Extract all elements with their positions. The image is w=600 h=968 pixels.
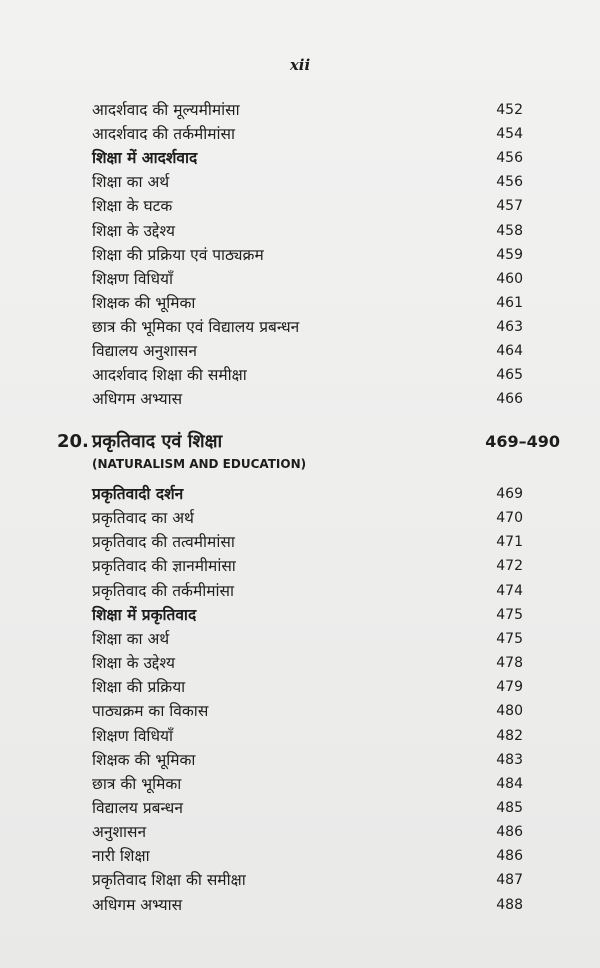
toc-entry-title: अधिगम अभ्यास (92, 390, 183, 409)
toc-entry-page: 487 (496, 872, 523, 889)
toc-entry-page: 465 (496, 367, 523, 384)
toc-entry-title: शिक्षा के उद्देश्य (92, 654, 176, 673)
toc-entry-title: विद्यालय अनुशासन (92, 342, 197, 360)
toc-entry-title: शिक्षा की प्रक्रिया एवं पाठ्यक्रम (92, 245, 264, 264)
toc-entry-title: पाठ्यक्रम का विकास (92, 702, 209, 721)
toc-entry-page: 470 (496, 510, 523, 527)
toc-entry-title: छात्र की भूमिका एवं विद्यालय प्रबन्धन (92, 317, 300, 336)
toc-entry-title: प्रकृतिवादी दर्शन (92, 484, 184, 503)
toc-entry (0, 122, 600, 146)
toc-entry-page: 458 (496, 222, 523, 239)
toc-entry-title: शिक्षण विधियाँ (92, 269, 173, 288)
toc-entry-page: 479 (496, 679, 523, 696)
toc-entry-page: 452 (496, 102, 523, 118)
toc-entry-page: 486 (496, 824, 523, 841)
toc-entry-title: शिक्षक की भूमिका (92, 750, 196, 769)
toc-entry-title: शिक्षण विधियाँ (92, 726, 173, 745)
toc-entry (0, 387, 600, 411)
chapter-subtitle: (NATURALISM AND EDUCATION) (92, 457, 307, 471)
toc-entry (0, 170, 600, 194)
toc-entry-page: 484 (496, 775, 523, 792)
toc-entry (0, 893, 600, 917)
toc-entry-title: आदर्शवाद की तर्कमीमांसा (92, 125, 236, 144)
toc-entry (0, 98, 600, 122)
toc-entry-page: 464 (496, 343, 523, 359)
toc-entry (0, 315, 600, 339)
toc-entry (0, 868, 600, 892)
toc-entry (0, 651, 600, 675)
toc-entry (0, 699, 600, 723)
toc-entry-page: 469 (496, 486, 523, 502)
toc-entry-page: 483 (496, 751, 523, 768)
toc-entry (0, 844, 600, 868)
toc-entry-title: प्रकृतिवाद की ज्ञानमीमांसा (92, 557, 236, 576)
toc-entry-title: शिक्षा में आदर्शवाद (92, 148, 198, 168)
toc-entry-page: 461 (496, 294, 523, 311)
chapter-number: 20. (57, 431, 89, 452)
toc-entry (0, 291, 600, 315)
toc-entry (0, 243, 600, 267)
toc-entry (0, 579, 600, 603)
chapter-page-range: 469–490 (485, 432, 560, 451)
toc-entry-title: आदर्शवाद की मूल्यमीमांसा (92, 101, 240, 119)
toc-entry (0, 267, 600, 291)
toc-entry-title: प्रकृतिवाद की तत्वमीमांसा (92, 533, 235, 552)
toc-entry (0, 146, 600, 170)
toc-entry-page: 475 (496, 630, 523, 647)
toc-entry-page: 475 (496, 606, 523, 623)
toc-entry-page: 488 (496, 896, 523, 913)
toc-entry-title: अनुशासन (92, 823, 147, 842)
toc-entry (0, 627, 600, 651)
toc-entry-title: शिक्षा की प्रक्रिया (92, 678, 186, 697)
toc-entry-title: शिक्षा का अर्थ (92, 629, 170, 648)
toc-entry-title: शिक्षा के उद्देश्य (92, 221, 176, 240)
toc-entry-title: विद्यालय प्रबन्धन (92, 798, 183, 817)
toc-entry-page: 460 (496, 270, 523, 287)
toc-entry-title: शिक्षक की भूमिका (92, 293, 196, 312)
toc-entry (0, 219, 600, 243)
toc-entry-page: 454 (496, 126, 523, 143)
toc-entry-page: 456 (496, 174, 523, 191)
toc-entry-page: 474 (496, 582, 523, 599)
toc-entry-page: 466 (496, 391, 523, 408)
toc-entry (0, 603, 600, 627)
toc-entry (0, 530, 600, 554)
toc-entry-page: 485 (496, 799, 523, 816)
toc-entry (0, 482, 600, 506)
toc-entry-page: 456 (496, 150, 523, 167)
toc-entry (0, 554, 600, 578)
toc-entry-title: नारी शिक्षा (92, 847, 150, 866)
toc-entry (0, 748, 600, 772)
toc-entry-page: 486 (496, 848, 523, 865)
toc-entry-title: प्रकृतिवाद शिक्षा की समीक्षा (92, 871, 246, 890)
toc-entry (0, 675, 600, 699)
toc-entry-page: 472 (496, 558, 523, 575)
toc-entry (0, 820, 600, 844)
toc-entry-page: 482 (496, 727, 523, 744)
toc-entry (0, 796, 600, 820)
toc-entry-title: आदर्शवाद शिक्षा की समीक्षा (92, 366, 247, 385)
chapter-title: प्रकृतिवाद एवं शिक्षा (92, 431, 223, 452)
toc-entry (0, 194, 600, 218)
toc-entry-page: 471 (496, 534, 523, 551)
toc-entry-title: शिक्षा में प्रकृतिवाद (92, 604, 197, 624)
toc-entry (0, 772, 600, 796)
toc-entry-page: 480 (496, 703, 523, 720)
toc-entry-page: 459 (496, 246, 523, 263)
toc-entry-title: प्रकृतिवाद का अर्थ (92, 509, 194, 528)
toc-entry (0, 724, 600, 748)
toc-entry-page: 457 (496, 198, 523, 215)
toc-entry-page: 478 (496, 655, 523, 672)
toc-entry-page: 463 (496, 318, 523, 335)
toc-entry-title: अधिगम अभ्यास (92, 895, 183, 914)
page-number: xii (289, 56, 311, 74)
toc-entry-title: शिक्षा का अर्थ (92, 173, 170, 192)
toc-entry (0, 506, 600, 530)
toc-entry (0, 363, 600, 387)
toc-entry-title: प्रकृतिवाद की तर्कमीमांसा (92, 581, 235, 600)
toc-entry-title: शिक्षा के घटक (92, 197, 173, 216)
toc-entry-title: छात्र की भूमिका (92, 774, 182, 793)
toc-entry (0, 339, 600, 363)
